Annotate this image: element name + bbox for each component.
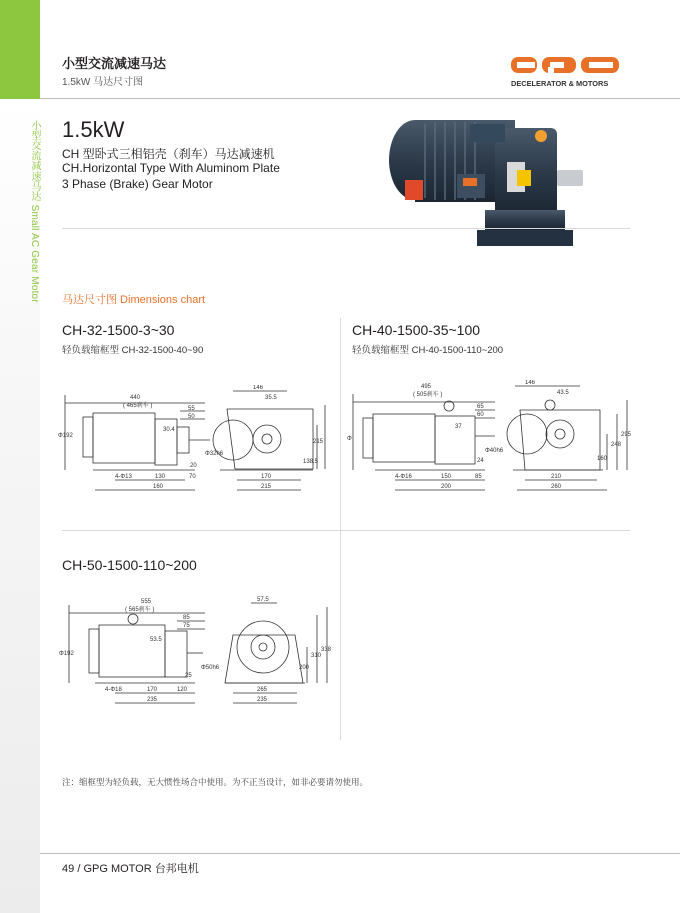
model-2-sub: 轻负载缩框型 CH-40-1500-110~200 xyxy=(352,345,504,356)
footer-sep: / xyxy=(77,863,84,875)
footer-brand: GPG MOTOR 台邦电机 xyxy=(83,863,199,875)
svg-text:Φ: Φ xyxy=(347,436,352,442)
product-desc-en-2: 3 Phase (Brake) Gear Motor xyxy=(62,177,213,191)
m3-b: 75 xyxy=(183,623,190,629)
m3-fb1: 265 xyxy=(257,687,268,693)
drawing-model-1 xyxy=(55,385,330,495)
product-desc-cn: CH 型卧式三相铝壳（刹车）马达减速机 xyxy=(62,147,275,161)
m1-c: 30.4 xyxy=(163,427,175,433)
m2-shaft: Φ40h6 xyxy=(485,448,504,454)
m1-len-brake: ( 465刹车 ) xyxy=(123,403,153,409)
m2-fw: 146 xyxy=(525,380,536,386)
m3-h: 25 xyxy=(185,673,192,679)
page-number: 49 xyxy=(62,863,75,875)
page-footer xyxy=(62,860,199,876)
m1-base1: 130 xyxy=(155,474,166,480)
m2-base2: 200 xyxy=(441,484,452,490)
product-desc-en-1: CH.Horizontal Type With Aluminom Plate xyxy=(62,161,280,175)
m3-hole: 4-Φ18 xyxy=(105,687,122,693)
header-divider xyxy=(40,98,680,99)
m3-dia: Φ192 xyxy=(59,651,74,657)
m3-fht: 310 xyxy=(311,653,322,659)
m1-shaft: Φ32h6 xyxy=(205,451,224,457)
m2-len: 495 xyxy=(421,384,432,390)
m2-base1: 150 xyxy=(441,474,452,480)
model-2-name: CH-40-1500-35~100 xyxy=(352,322,481,338)
m2-fht: 248 xyxy=(611,442,622,448)
m3-len-brake: ( 565刹车 ) xyxy=(125,607,155,613)
m3-base1: 170 xyxy=(147,687,158,693)
page-subtitle: 1.5kW 马达尺寸图 xyxy=(62,77,144,88)
m2-fb1: 210 xyxy=(551,474,562,480)
m2-hole: 4-Φ16 xyxy=(395,474,412,480)
m3-base2: 235 xyxy=(147,697,158,703)
m1-dia: Φ192 xyxy=(58,433,73,439)
row-divider xyxy=(62,530,630,531)
m2-fc: 43.5 xyxy=(557,390,569,396)
logo-tagline: DECELERATOR & MOTORS xyxy=(511,79,609,88)
m3-fb2: 235 xyxy=(257,697,268,703)
m2-fb2: 260 xyxy=(551,484,562,490)
section-divider xyxy=(62,228,630,229)
model-3-name: CH-50-1500-110~200 xyxy=(62,557,197,573)
m2-h: 24 xyxy=(477,458,484,464)
model-1-name: CH-32-1500-3~30 xyxy=(62,322,175,338)
m1-hole: 4-Φ13 xyxy=(115,474,132,480)
sidebar-vertical-text: 小型交流减速马达 Small AC Gear Motor xyxy=(29,120,40,303)
m1-a: 55 xyxy=(188,406,195,412)
usage-note: 注：缩框型为轻负载，无大惯性场合中使用。为不正当设计，如非必要请勿使用。 xyxy=(62,777,369,787)
m3-len: 555 xyxy=(141,599,152,605)
motor-power: 1.5kW xyxy=(62,117,125,142)
model-1-sub: 轻负载缩框型 CH-32-1500-40~90 xyxy=(62,345,204,356)
m3-a: 85 xyxy=(183,615,190,621)
m1-fb2: 215 xyxy=(261,484,272,490)
m3-fh: 200 xyxy=(299,665,310,671)
m2-fh: 160 xyxy=(597,456,608,462)
m1-foot: 70 xyxy=(189,474,196,480)
footer-divider xyxy=(40,853,680,854)
gear-motor-photo xyxy=(385,114,590,260)
m1-b: 50 xyxy=(188,414,195,420)
m1-fc: 35.5 xyxy=(265,395,277,401)
dimensions-heading: 马达尺寸图 Dimensions chart xyxy=(62,294,206,306)
m1-fht: 215 xyxy=(313,439,324,445)
m3-fht2: 338 xyxy=(321,647,332,653)
m3-fw: 57.5 xyxy=(257,597,269,603)
m2-c: 37 xyxy=(455,424,462,430)
page-title: 小型交流减速马达 xyxy=(62,56,167,71)
m2-b: 60 xyxy=(477,412,484,418)
column-divider xyxy=(340,318,341,740)
m3-c: 53.5 xyxy=(150,637,162,643)
green-accent-bar xyxy=(0,0,40,99)
m1-fh: 138.5 xyxy=(303,459,319,465)
m2-a: 65 xyxy=(477,404,484,410)
m1-len: 440 xyxy=(130,395,141,401)
m3-foot: 120 xyxy=(177,687,188,693)
m2-len-brake: ( 505刹车 ) xyxy=(413,392,443,398)
m2-fht2: 295 xyxy=(621,432,632,438)
m2-foot: 85 xyxy=(475,474,482,480)
m1-base2: 160 xyxy=(153,484,164,490)
m1-fb1: 170 xyxy=(261,474,272,480)
m3-shaft: Φ50h6 xyxy=(201,665,220,671)
m1-h: 20 xyxy=(190,463,197,469)
m1-fw: 146 xyxy=(253,385,264,391)
gpg-logo xyxy=(510,54,620,90)
